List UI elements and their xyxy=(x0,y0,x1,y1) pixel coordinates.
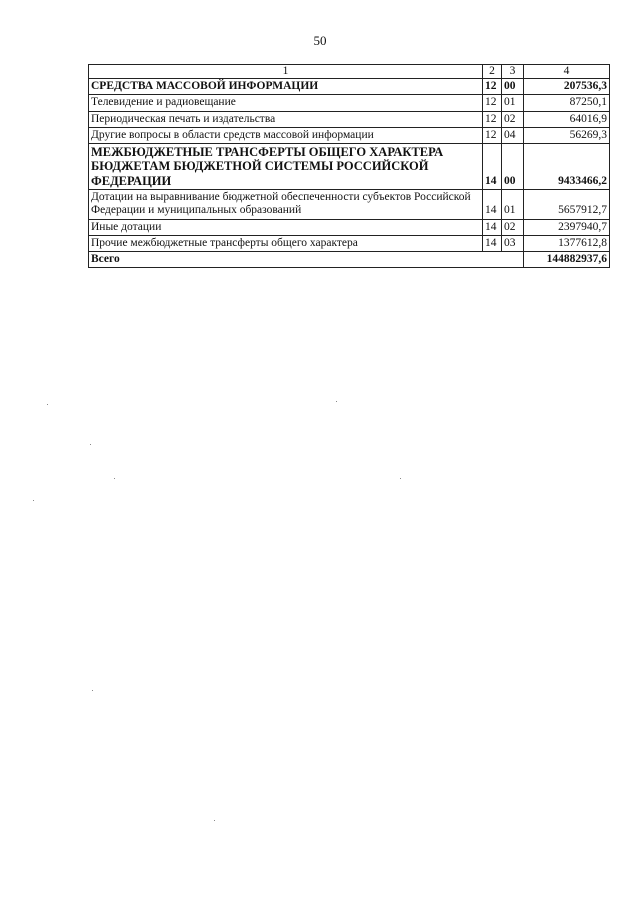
row-amount: 207536,3 xyxy=(524,79,610,95)
table-row xyxy=(89,190,610,219)
table-row xyxy=(89,79,610,95)
row-subsection-code: 04 xyxy=(502,127,524,143)
table-row xyxy=(89,219,610,235)
row-subsection-code: 02 xyxy=(502,111,524,127)
column-header-1: 1 xyxy=(89,65,483,79)
row-name: Периодическая печать и издательства xyxy=(89,111,483,127)
total-label: Всего xyxy=(89,252,524,268)
row-amount: 87250,1 xyxy=(524,95,610,111)
row-subsection-code: 01 xyxy=(502,95,524,111)
scan-speck xyxy=(400,478,401,479)
total-amount: 144882937,6 xyxy=(524,252,610,268)
row-amount: 56269,3 xyxy=(524,127,610,143)
row-amount: 9433466,2 xyxy=(524,144,610,190)
row-subsection-code: 01 xyxy=(502,190,524,219)
table-row xyxy=(89,127,610,143)
row-section-code: 12 xyxy=(483,111,502,127)
scan-speck xyxy=(214,820,215,821)
row-amount: 64016,9 xyxy=(524,111,610,127)
column-header-3: 3 xyxy=(502,65,524,79)
row-name: МЕЖБЮДЖЕТНЫЕ ТРАНСФЕРТЫ ОБЩЕГО ХАРАКТЕРА БЮДЖЕТАМ БЮДЖЕТНОЙ СИСТЕМЫ РОССИЙСКОЙ ФЕДЕРАЦИИ xyxy=(89,144,483,190)
row-name: Другие вопросы в области средств массовой информации xyxy=(89,127,483,143)
row-name: Дотации на выравнивание бюджетной обеспеченности субъектов Российской Федерации и муниципальных образований xyxy=(89,190,483,219)
scan-speck xyxy=(90,444,91,445)
budget-table xyxy=(88,64,610,268)
row-name: Телевидение и радиовещание xyxy=(89,95,483,111)
scan-speck xyxy=(47,404,48,405)
table-row xyxy=(89,235,610,251)
scan-speck xyxy=(336,401,337,402)
row-subsection-code: 00 xyxy=(502,79,524,95)
table-row xyxy=(89,95,610,111)
row-name: Прочие межбюджетные трансферты общего характера xyxy=(89,235,483,251)
row-subsection-code: 00 xyxy=(502,144,524,190)
scan-speck xyxy=(33,500,34,501)
row-name: Иные дотации xyxy=(89,219,483,235)
row-section-code: 12 xyxy=(483,95,502,111)
page-number: 50 xyxy=(313,33,327,48)
row-section-code: 14 xyxy=(483,219,502,235)
row-subsection-code: 03 xyxy=(502,235,524,251)
column-header-2: 2 xyxy=(483,65,502,79)
scan-speck xyxy=(114,478,115,479)
row-subsection-code: 02 xyxy=(502,219,524,235)
row-section-code: 14 xyxy=(483,144,502,190)
row-section-code: 12 xyxy=(483,79,502,95)
row-section-code: 14 xyxy=(483,190,502,219)
table-row xyxy=(89,111,610,127)
row-amount: 5657912,7 xyxy=(524,190,610,219)
row-amount: 2397940,7 xyxy=(524,219,610,235)
table-header-row xyxy=(89,65,610,79)
row-name: СРЕДСТВА МАССОВОЙ ИНФОРМАЦИИ xyxy=(89,79,483,95)
column-header-4: 4 xyxy=(524,65,610,79)
scan-speck xyxy=(92,690,93,691)
row-amount: 1377612,8 xyxy=(524,235,610,251)
row-section-code: 12 xyxy=(483,127,502,143)
total-row xyxy=(89,252,610,268)
table-row xyxy=(89,144,610,190)
row-section-code: 14 xyxy=(483,235,502,251)
